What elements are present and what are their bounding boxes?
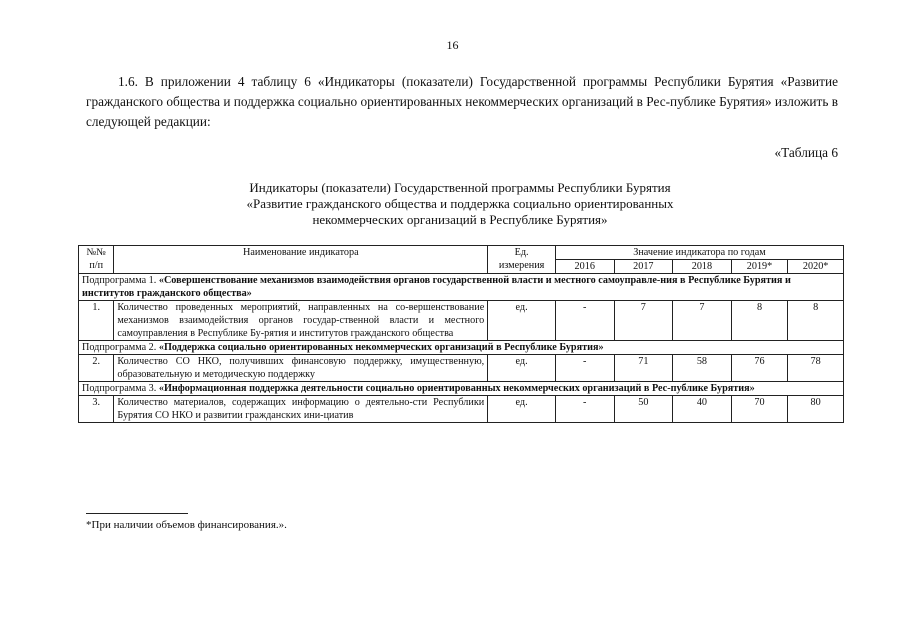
table-row xyxy=(79,301,844,341)
table-title-line: «Развитие гражданского общества и поддержка социально ориентированных xyxy=(246,196,674,211)
row-value: 50 xyxy=(614,396,673,423)
row-num: 3. xyxy=(79,396,114,423)
subprogram-row xyxy=(79,274,844,301)
subprogram-row xyxy=(79,382,844,396)
subprogram-title xyxy=(79,382,844,396)
row-value: 76 xyxy=(731,355,788,382)
row-unit: ед. xyxy=(488,301,556,341)
row-value: 8 xyxy=(731,301,788,341)
intro-paragraph: 1.6. В приложении 4 таблицу 6 «Индикаторы (показатели) Государственной программы Республики Бурятия «Развитие гражданского общества и поддержка социально ориентированных некоммерческих организаций в Рес-публике Бурятия» изложить в следующей редакции: xyxy=(86,74,838,129)
table-title-line: Индикаторы (показатели) Государственной программы Республики Бурятия xyxy=(249,180,671,195)
subprogram-name: «Совершенствование механизмов взаимодействия органов государственной власти и местного самоуправле-ния в Республике Бурятия и институтов гражданского общества» xyxy=(82,275,791,299)
header-year: 2020* xyxy=(788,260,844,274)
subprogram-row xyxy=(79,341,844,355)
row-name: Количество проведенных мероприятий, направленных на со-вершенствование механизмов взаимодействия органов государ-ственной власти и местного самоуправления в Республике Бу-рятия и институтов гражданского общества xyxy=(114,301,488,341)
header-year: 2019* xyxy=(731,260,788,274)
header-row xyxy=(79,246,844,260)
table-row xyxy=(79,355,844,382)
subprogram-title xyxy=(79,274,844,301)
subprogram-prefix: Подпрограмма 3. xyxy=(82,383,159,394)
row-value: 71 xyxy=(614,355,673,382)
header-year: 2016 xyxy=(555,260,614,274)
row-name: Количество СО НКО, получивших финансовую поддержку, имущественную, образовательную и методическую поддержку xyxy=(114,355,488,382)
row-num: 2. xyxy=(79,355,114,382)
table-row xyxy=(79,396,844,423)
table-title xyxy=(160,180,760,228)
row-num: 1. xyxy=(79,301,114,341)
row-value: - xyxy=(555,355,614,382)
row-value: 58 xyxy=(673,355,732,382)
header-year: 2018 xyxy=(673,260,732,274)
row-name: Количество материалов, содержащих информацию о деятельно-сти Республики Бурятия СО НКО и развитии гражданских ини-циатив xyxy=(114,396,488,423)
header-name: Наименование индикатора xyxy=(114,246,488,274)
page-number: 16 xyxy=(446,38,459,52)
row-value: 40 xyxy=(673,396,732,423)
row-value: - xyxy=(555,301,614,341)
subprogram-prefix: Подпрограмма 2. xyxy=(82,342,159,353)
row-value: 7 xyxy=(673,301,732,341)
subprogram-name: «Поддержка социально ориентированных некоммерческих организаций в Республике Бурятия» xyxy=(158,342,604,353)
indicators-table xyxy=(78,245,844,423)
header-year: 2017 xyxy=(614,260,673,274)
row-value: 8 xyxy=(788,301,844,341)
row-unit: ед. xyxy=(488,355,556,382)
subprogram-name: «Информационная поддержка деятельности социально ориентированных некоммерческих организаций в Рес-публике Бурятия» xyxy=(158,383,755,394)
footnote-divider xyxy=(86,513,188,514)
header-values-group: Значение индикатора по годам xyxy=(555,246,843,260)
table-label: «Таблица 6 xyxy=(774,145,838,160)
row-unit: ед. xyxy=(488,396,556,423)
header-unit: Ед. измерения xyxy=(488,246,556,274)
footnote: *При наличии объемов финансирования.». xyxy=(86,519,287,531)
row-value: 7 xyxy=(614,301,673,341)
row-value: 80 xyxy=(788,396,844,423)
row-value: - xyxy=(555,396,614,423)
row-value: 78 xyxy=(788,355,844,382)
subprogram-prefix: Подпрограмма 1. xyxy=(82,275,159,286)
table-title-line: некоммерческих организаций в Республике Бурятия» xyxy=(312,212,608,227)
row-value: 70 xyxy=(731,396,788,423)
subprogram-title xyxy=(79,341,844,355)
header-num: №№ п/п xyxy=(79,246,114,274)
